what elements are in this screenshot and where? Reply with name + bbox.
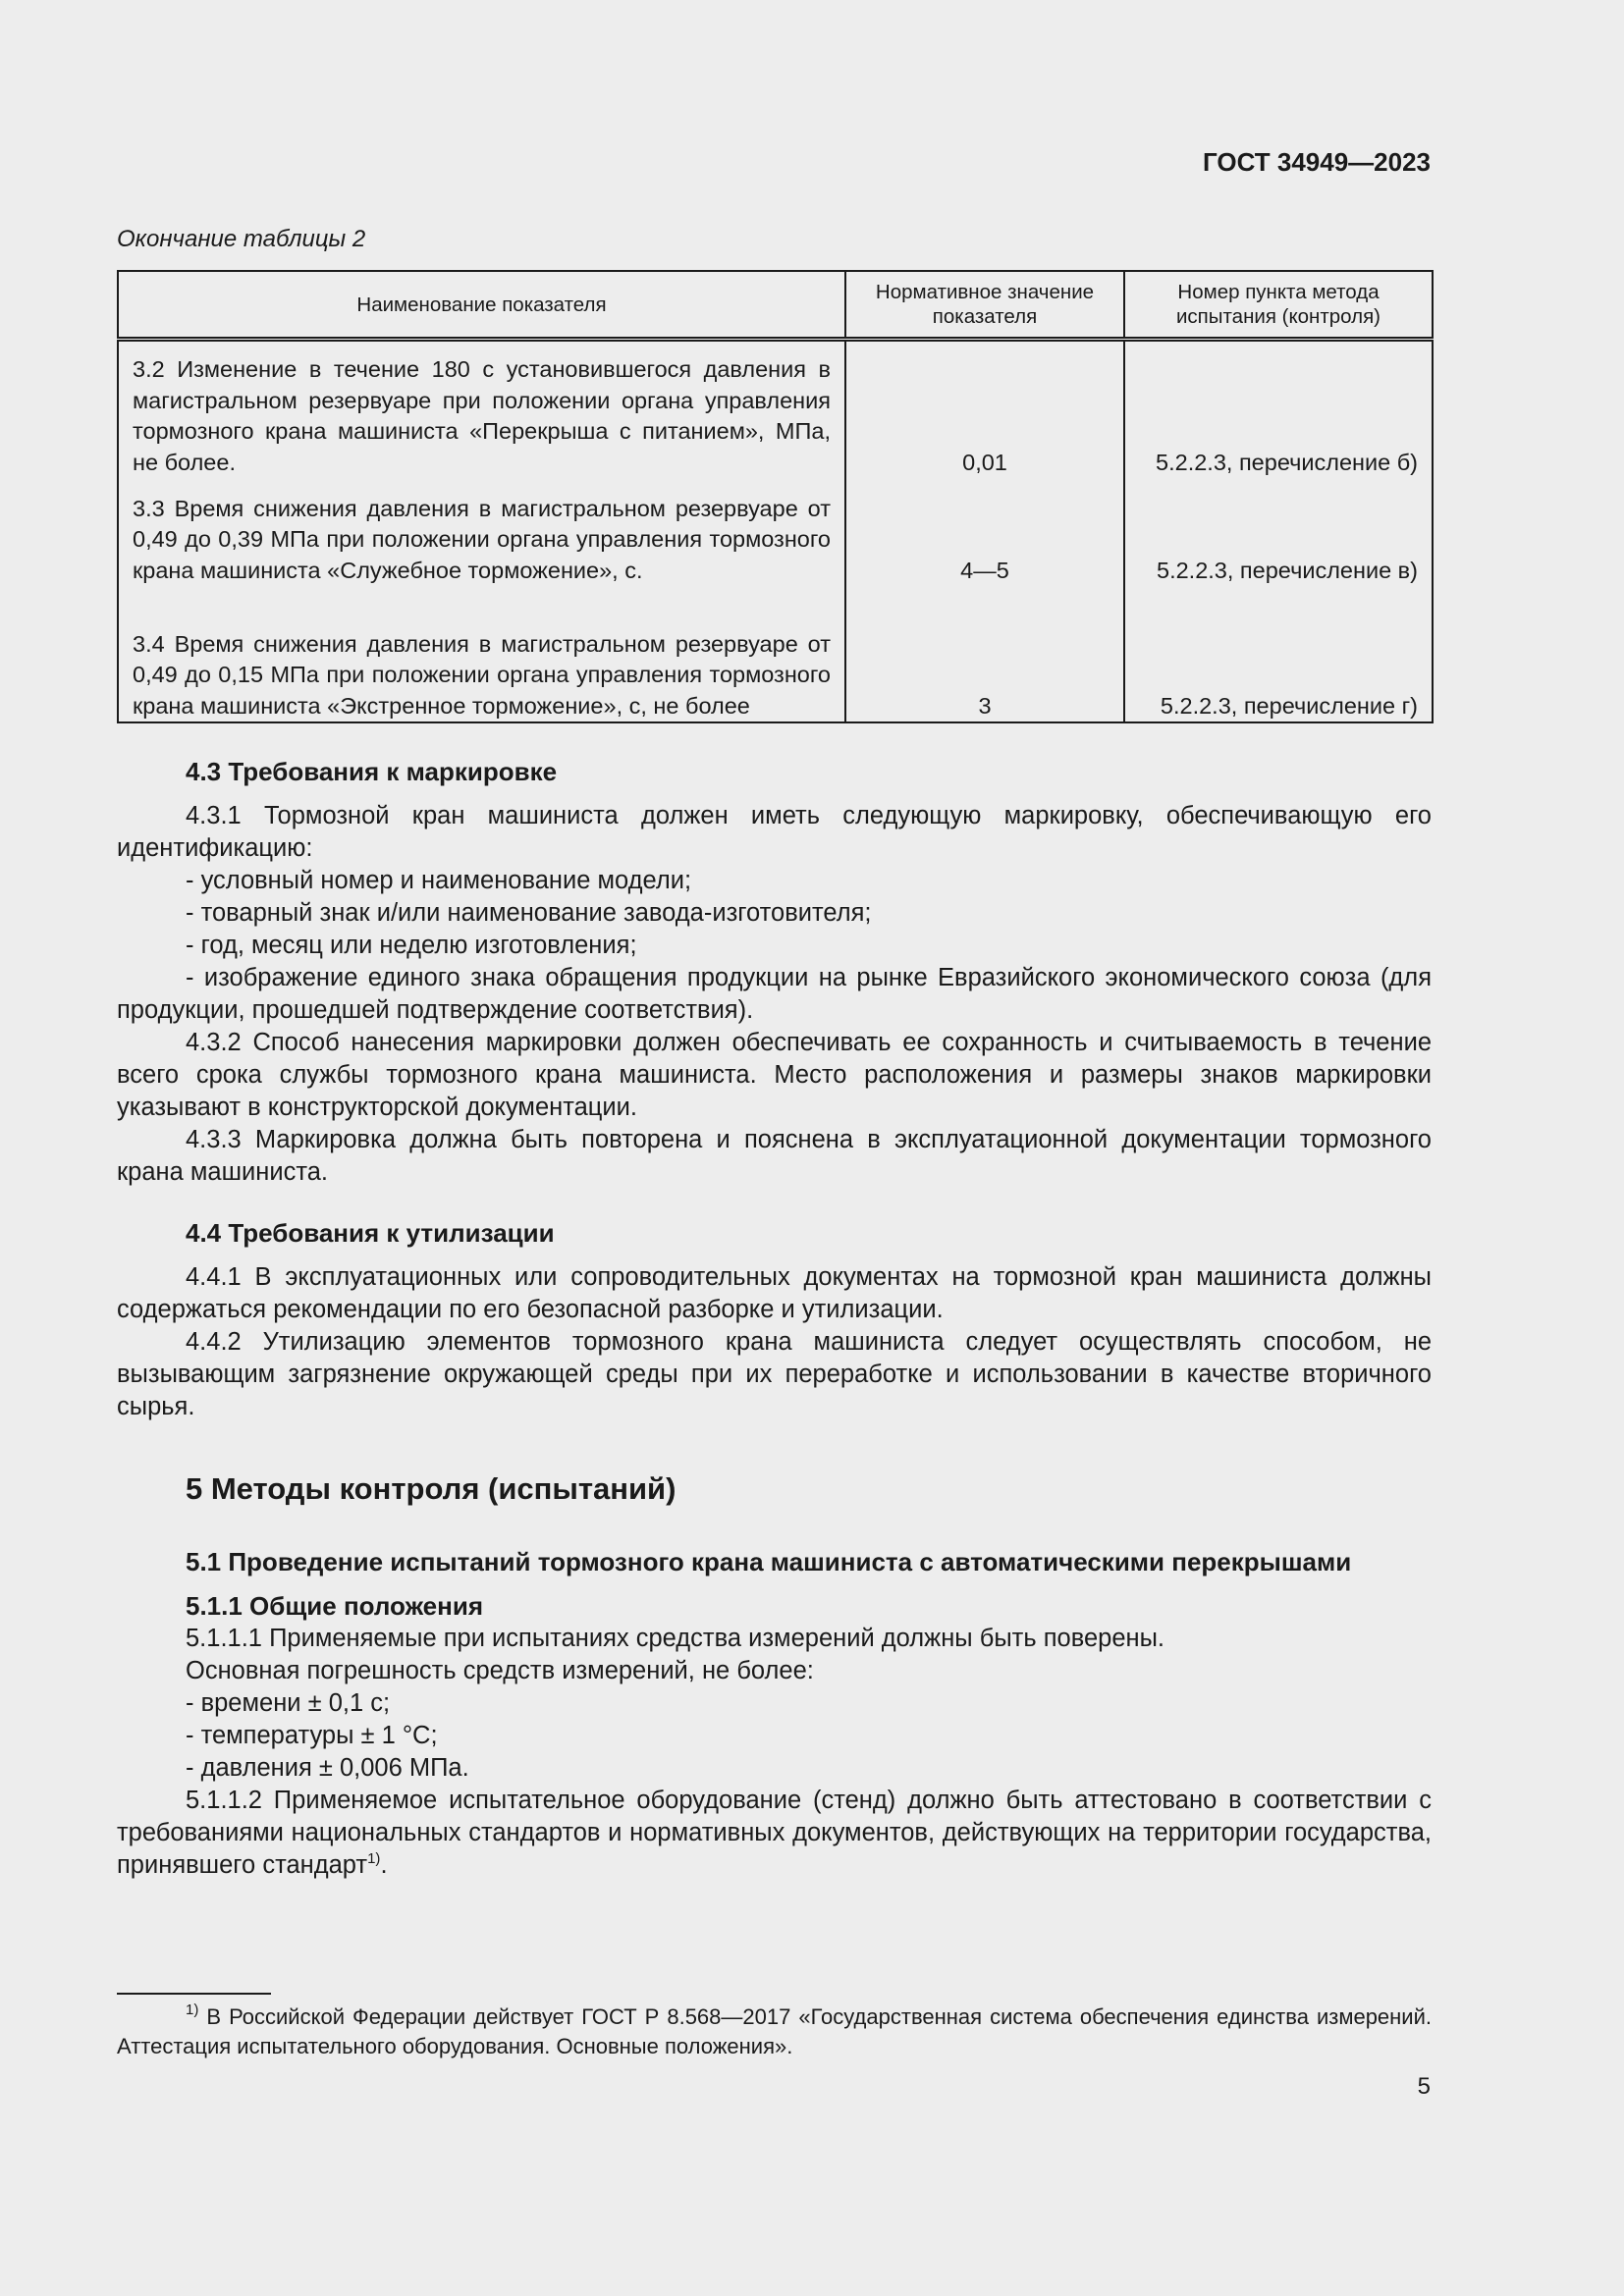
method-reference: 5.2.2.3, перечисление б): [1124, 340, 1433, 479]
table-header-row: [118, 271, 1433, 340]
section-5: [117, 1472, 1432, 1882]
paragraph: 4.4.1 В эксплуатационных или сопроводительных документах на тормозной кран машиниста должны содержаться рекомендации по его безопасной разборке и утилизации.: [117, 1263, 1432, 1323]
table-row: [118, 478, 1433, 586]
list-item: - времени ± 0,1 с;: [186, 1689, 391, 1717]
section-4-4: [117, 1217, 1432, 1423]
indicator-value: 0,01: [845, 340, 1124, 479]
paragraph: 4.3.1 Тормозной кран машиниста должен иметь следующую маркировку, обеспечивающую его идентификацию:: [117, 802, 1432, 862]
list-item: - условный номер и наименование модели;: [186, 867, 692, 894]
section-heading: 4.3 Требования к маркировке: [186, 757, 558, 786]
paragraph: Основная погрешность средств измерений, не более:: [186, 1657, 814, 1684]
chapter-heading: 5 Методы контроля (испытаний): [186, 1471, 677, 1506]
list-item: - год, месяц или неделю изготовления;: [186, 932, 637, 959]
section-heading: 4.4 Требования к утилизации: [186, 1218, 555, 1248]
indicator-value: 3: [845, 586, 1124, 722]
list-item: - изображение единого знака обращения продукции на рынке Евразийского экономического союза (для продукции, прошедшей подтверждение соответствия).: [117, 964, 1432, 1024]
list-item: - товарный знак и/или наименование завода-изготовителя;: [186, 899, 872, 927]
footnote-reference: 1): [367, 1850, 381, 1867]
column-header: Наименование показателя: [118, 271, 845, 340]
footnote: $^{1)}$ В Российской Федерации действует ГОСТ Р 8.568—2017 «Государственная система обеспечения единства измерений. Аттестация испытательного оборудования. Основные положения».: [117, 2002, 1432, 2058]
column-header: Нормативное значение показателя: [845, 271, 1124, 340]
subsection-heading: 5.1 Проведение испытаний тормозного крана машиниста с автоматическими перекрышами: [186, 1547, 1352, 1576]
paragraph: 4.3.2 Способ нанесения маркировки должен обеспечивать ее сохранность и считываемость в течение всего срока службы тормозного крана машиниста. Место расположения и размеры знаков маркировки указывают в конструкторской документации.: [117, 1029, 1432, 1121]
section-4-3: [117, 756, 1432, 1189]
indicator-name: 3.2 Изменение в течение 180 с установившегося давления в магистральном резервуаре при положении органа управления тормозного крана машиниста «Перекрыша с питанием», МПа, не более.: [118, 340, 845, 479]
column-header: Номер пункта метода испытания (контроля): [1124, 271, 1433, 340]
indicator-name: 3.3 Время снижения давления в магистральном резервуаре от 0,49 до 0,39 МПа при положении органа управления тормозного крана машиниста «Служебное торможение», с.: [118, 478, 845, 586]
paragraph: 5.1.1.2 Применяемое испытательное оборудование (стенд) должно быть аттестовано в соответствии с требованиями национальных стандартов и нормативных документов, действующих на территории государства, принявшего стандарт$^{1)}$.: [117, 1787, 1432, 1879]
table-row: [118, 340, 1433, 479]
footnote-separator: [117, 1993, 271, 1995]
method-reference: 5.2.2.3, перечисление в): [1124, 478, 1433, 586]
page-number: 5: [1417, 2073, 1431, 2100]
paragraph: 5.1.1.1 Применяемые при испытаниях средства измерений должны быть поверены.: [186, 1625, 1164, 1652]
table-row: [118, 586, 1433, 722]
indicator-value: 4—5: [845, 478, 1124, 586]
method-reference: 5.2.2.3, перечисление г): [1124, 586, 1433, 722]
indicators-table: [117, 270, 1434, 723]
subsection-heading: 5.1.1 Общие положения: [186, 1591, 483, 1621]
paragraph: 4.3.3 Маркировка должна быть повторена и пояснена в эксплуатационной документации тормозного крана машиниста.: [117, 1126, 1432, 1186]
indicator-name: 3.4 Время снижения давления в магистральном резервуаре от 0,49 до 0,15 МПа при положении органа управления тормозного крана машиниста «Экстренное торможение», с, не более: [118, 586, 845, 722]
footnote-mark: 1): [186, 2002, 199, 2018]
paragraph: 4.4.2 Утилизацию элементов тормозного крана машиниста следует осуществлять способом, не вызывающим загрязнение окружающей среды при их переработке и использовании в качестве вторичного сырья.: [117, 1328, 1432, 1420]
table-caption: Окончание таблицы 2: [117, 226, 366, 252]
list-item: - давления ± 0,006 МПа.: [186, 1754, 469, 1782]
list-item: - температуры ± 1 °С;: [186, 1722, 438, 1749]
standard-number: ГОСТ 34949—2023: [1203, 147, 1431, 177]
